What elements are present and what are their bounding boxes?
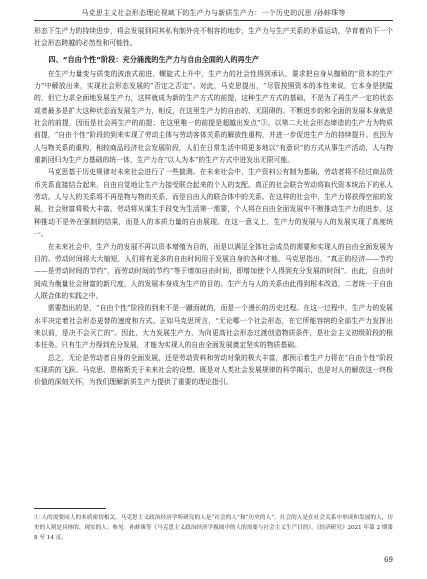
- paragraph-3: 马克思基于历史规律对未来社会进行了一些揣测。在未来社会中，生产资料公有制为基础，劳动者将不经过商品货币关系直接结合起来，自由自觉地让生产力接受联合起来的个人的支配。真正的社会联合劳动将取代资本统治下的私人劳动。人与人的关系将不再是物与物的关系，而是自由人的联合体中的关系。在这样的社会中，生产力将获得空前的发展，社会财富将极大丰富，劳动将从谋生手段变为生活第一需要，个人将在自由全面发展中不断推动生产力的进步。这种推动不是外在强制的结果，而是人的本质力量的自由展现。在这一意义上，生产力的发展与人的发展实现了高度统一。: [34, 168, 393, 239]
- running-header: 马克思主义社会形态理论视域下的生产力与新质生产力：一个历史的沉思 /孙蚌珠等: [81, 9, 346, 17]
- header-divider: [34, 20, 393, 21]
- footnote-divider: [34, 508, 106, 509]
- paragraph-4: 在未来社会中，生产力的发展不再以资本增殖为目的，而是以满足全体社会成员的需要和实现人的自由全面发展为目的。劳动时间将大大缩短，人们将有更多的自由时间用于发展自身的各种才能。马克思指出，“真正的经济——节约——是劳动时间的节约”，而劳动时间的节约“等于增加自由时间，即增加使个人得到充分发展的时间”。由此，自由时间成为衡量社会财富的新尺度，人的发展本身成为生产的目的。生产力与人的关系由此得到根本改造，二者统一于自由人联合体的实践之中。: [34, 242, 393, 300]
- section-heading: 四、“自由个性”阶段：充分涌流的生产力与自由全面的人的再生产: [48, 54, 260, 64]
- page-number: 69: [384, 556, 393, 564]
- footnote: ① 人的需要同人的本质密切相关。马克思主义政治经济学所研究的人是“社会的人”和“历史的人”。社会的人是在社会关系中形成和发展的人，历史的人则是具体的、现实的人。参见：孙蚌珠等《马克思主义政治经济学视域中的人的需要与社会主义生产目的》，《经济研究》2021 年第 2 期第 8 至 14 页。: [34, 515, 393, 541]
- article-body: [34, 25, 393, 389]
- paragraph-2: 在生产力量变与质变的波浪式前进、螺旋式上升中，生产力的社会性得到承认，要求把自身从枷锁的“资本的生产力”中解放出来，实现社会形态发展的“否定之否定”。对此，马克思提出，“尽管按照资本的本性来说，它本身是狭隘的，但它力求全面地发展生产力，这样就成为新的生产方式的前提，这种生产方式的基础，不是为了再生产一定的状态或者最多是扩大这种状态而发展生产力，相反，在这里生产力的自由的、无阻碍的、不断进步的和全面的发展本身就是社会的前提，因而是社会再生产的前提；在这里唯一的前提是超越出发点”③。以第二大社会形态缔造的生产力为物质前提，“自由个性”阶段的到来实现了劳动主体与劳动客体关系的解放性重构，并进一步促进生产力的持续提升。也因为人与物关系的重构，相较商品经济社会发展阶段，人们在日常生活中将更多地以“有意识”的方式从事生产活动，人与物重新回归为生产力基础的统一体，生产力在“以人为本”的生产方式中迸发出无限可能。: [34, 69, 393, 165]
- paragraph-5: 需要指出的是，“自由个性”阶段的到来不是一蹴而就的，而是一个漫长的历史过程。在这一过程中，生产力的发展水平决定着社会形态更替的速度和方式。正如马克思所言，“无论哪一个社会形态，在它所能容纳的全部生产力发挥出来以前，是决不会灭亡的”。因此，大力发展生产力，为向更高社会形态过渡创造物质条件，是社会主义初级阶段的根本任务。只有生产力得到充分发展，才能为实现人的自由全面发展奠定坚实的物质基础。: [34, 304, 393, 350]
- paragraph-1: 形态下生产力的持续进步，将会发展到同其私有制外壳不相容的地步，生产力与生产关系的矛盾运动，孕育着向下一个社会形态跨越的必然性和可能性。: [34, 27, 393, 48]
- paragraph-6: 总之，无论是劳动者自身的全面发展，还是劳动资料和劳动对象的极大丰富，都预示着生产力将在“自由个性”阶段实现质的飞跃。马克思、恩格斯关于未来社会的设想，既是对人类社会发展规律的科学揭示，也是对人的解放这一终极价值的深刻关怀，为我们理解新质生产力提供了重要的理论指引。: [34, 353, 393, 387]
